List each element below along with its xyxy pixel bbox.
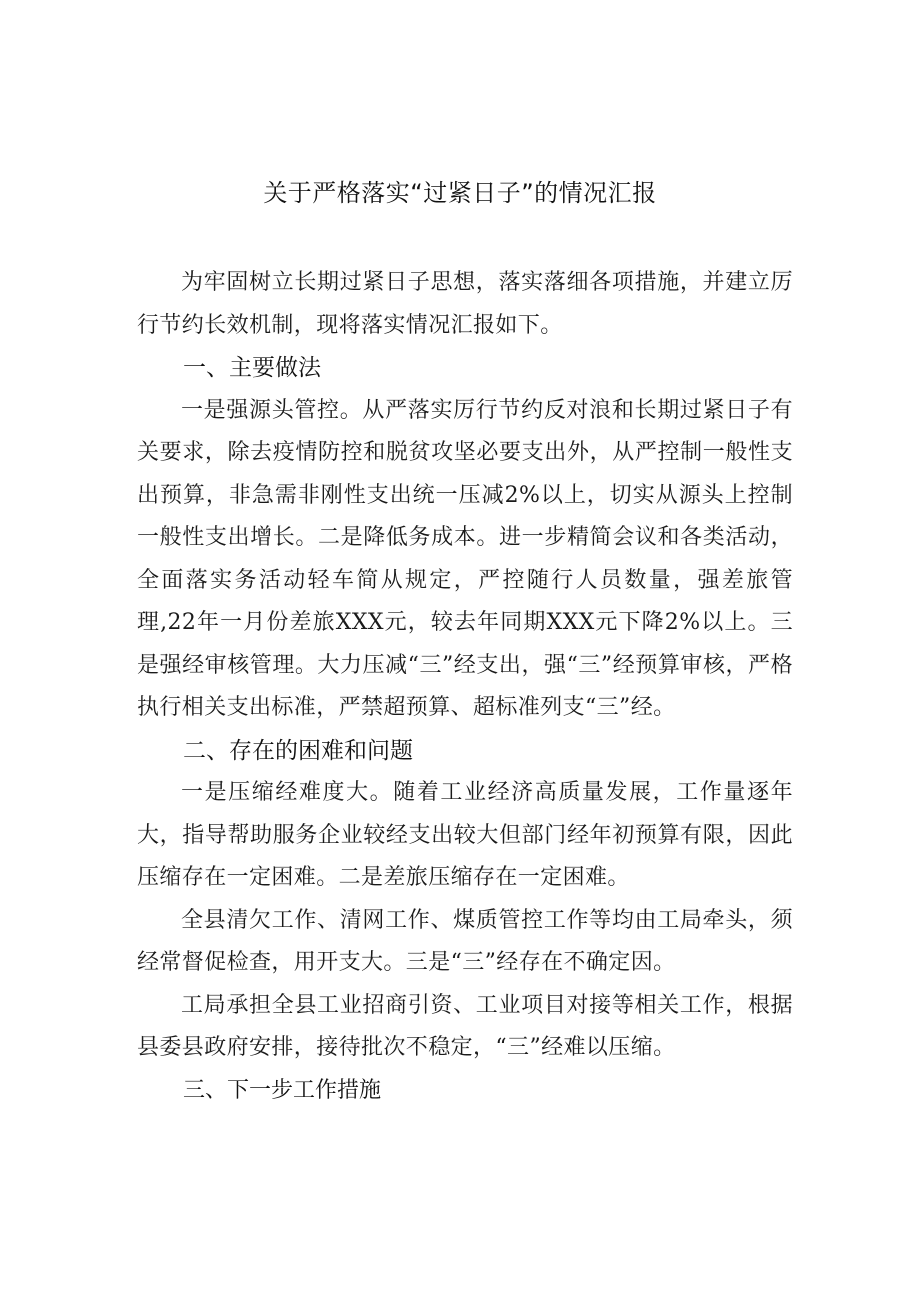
document-body xyxy=(137,262,793,1112)
section-heading-difficulties: 二、存在的困难和问题 xyxy=(183,737,413,764)
section-heading-main-practices: 一、主要做法 xyxy=(183,355,321,381)
difficulties-paragraph-3: 工局承担全县工业招商引资、工业项目对接等相关工作，根据县委县政府安排，接待批次不稳定，“三”经难以压缩。 xyxy=(137,992,793,1060)
difficulties-paragraph-1: 一是压缩经难度大。随着工业经济高质量发展，工作量逐年大，指导帮助服务企业较经支出较大但部门经年初预算有限，因此压缩存在一定困难。二是差旅压缩存在一定困难。 xyxy=(137,780,793,890)
difficulties-paragraph-2: 全县清欠工作、清网工作、煤质管控工作等均由工局牵头，须经常督促检查，用开支大。三是“三”经存在不确定因。 xyxy=(137,907,793,975)
document-title: 关于严格落实“过紧日子”的情况汇报 xyxy=(263,179,657,207)
section-heading-next-steps: 三、下一步工作措施 xyxy=(183,1077,382,1103)
intro-paragraph: 为牢固树立长期过紧日子思想，落实落细各项措施，并建立厉行节约长效机制，现将落实情况汇报如下。 xyxy=(137,270,793,338)
main-practices-paragraph: 一是强源头管控。从严落实厉行节约反对浪和长期过紧日子有关要求，除去疫情防控和脱贫攻坚必要支出外，从严控制一般性支出预算，非急需非刚性支出统一压减2%以上，切实从源头上控制一般性支出增长。二是降低务成本。进一步精简会议和各类活动，全面落实务活动轻车简从规定，严控随行人员数量，强差旅管理,22年一月份差旅XXX元，较去年同期XXX元下降2%以上。三是强经审核管理。大力压减“三”经支出，强“三”经预算审核，严格执行相关支出标准，严禁超预算、超标准列支“三”经。 xyxy=(137,397,793,720)
